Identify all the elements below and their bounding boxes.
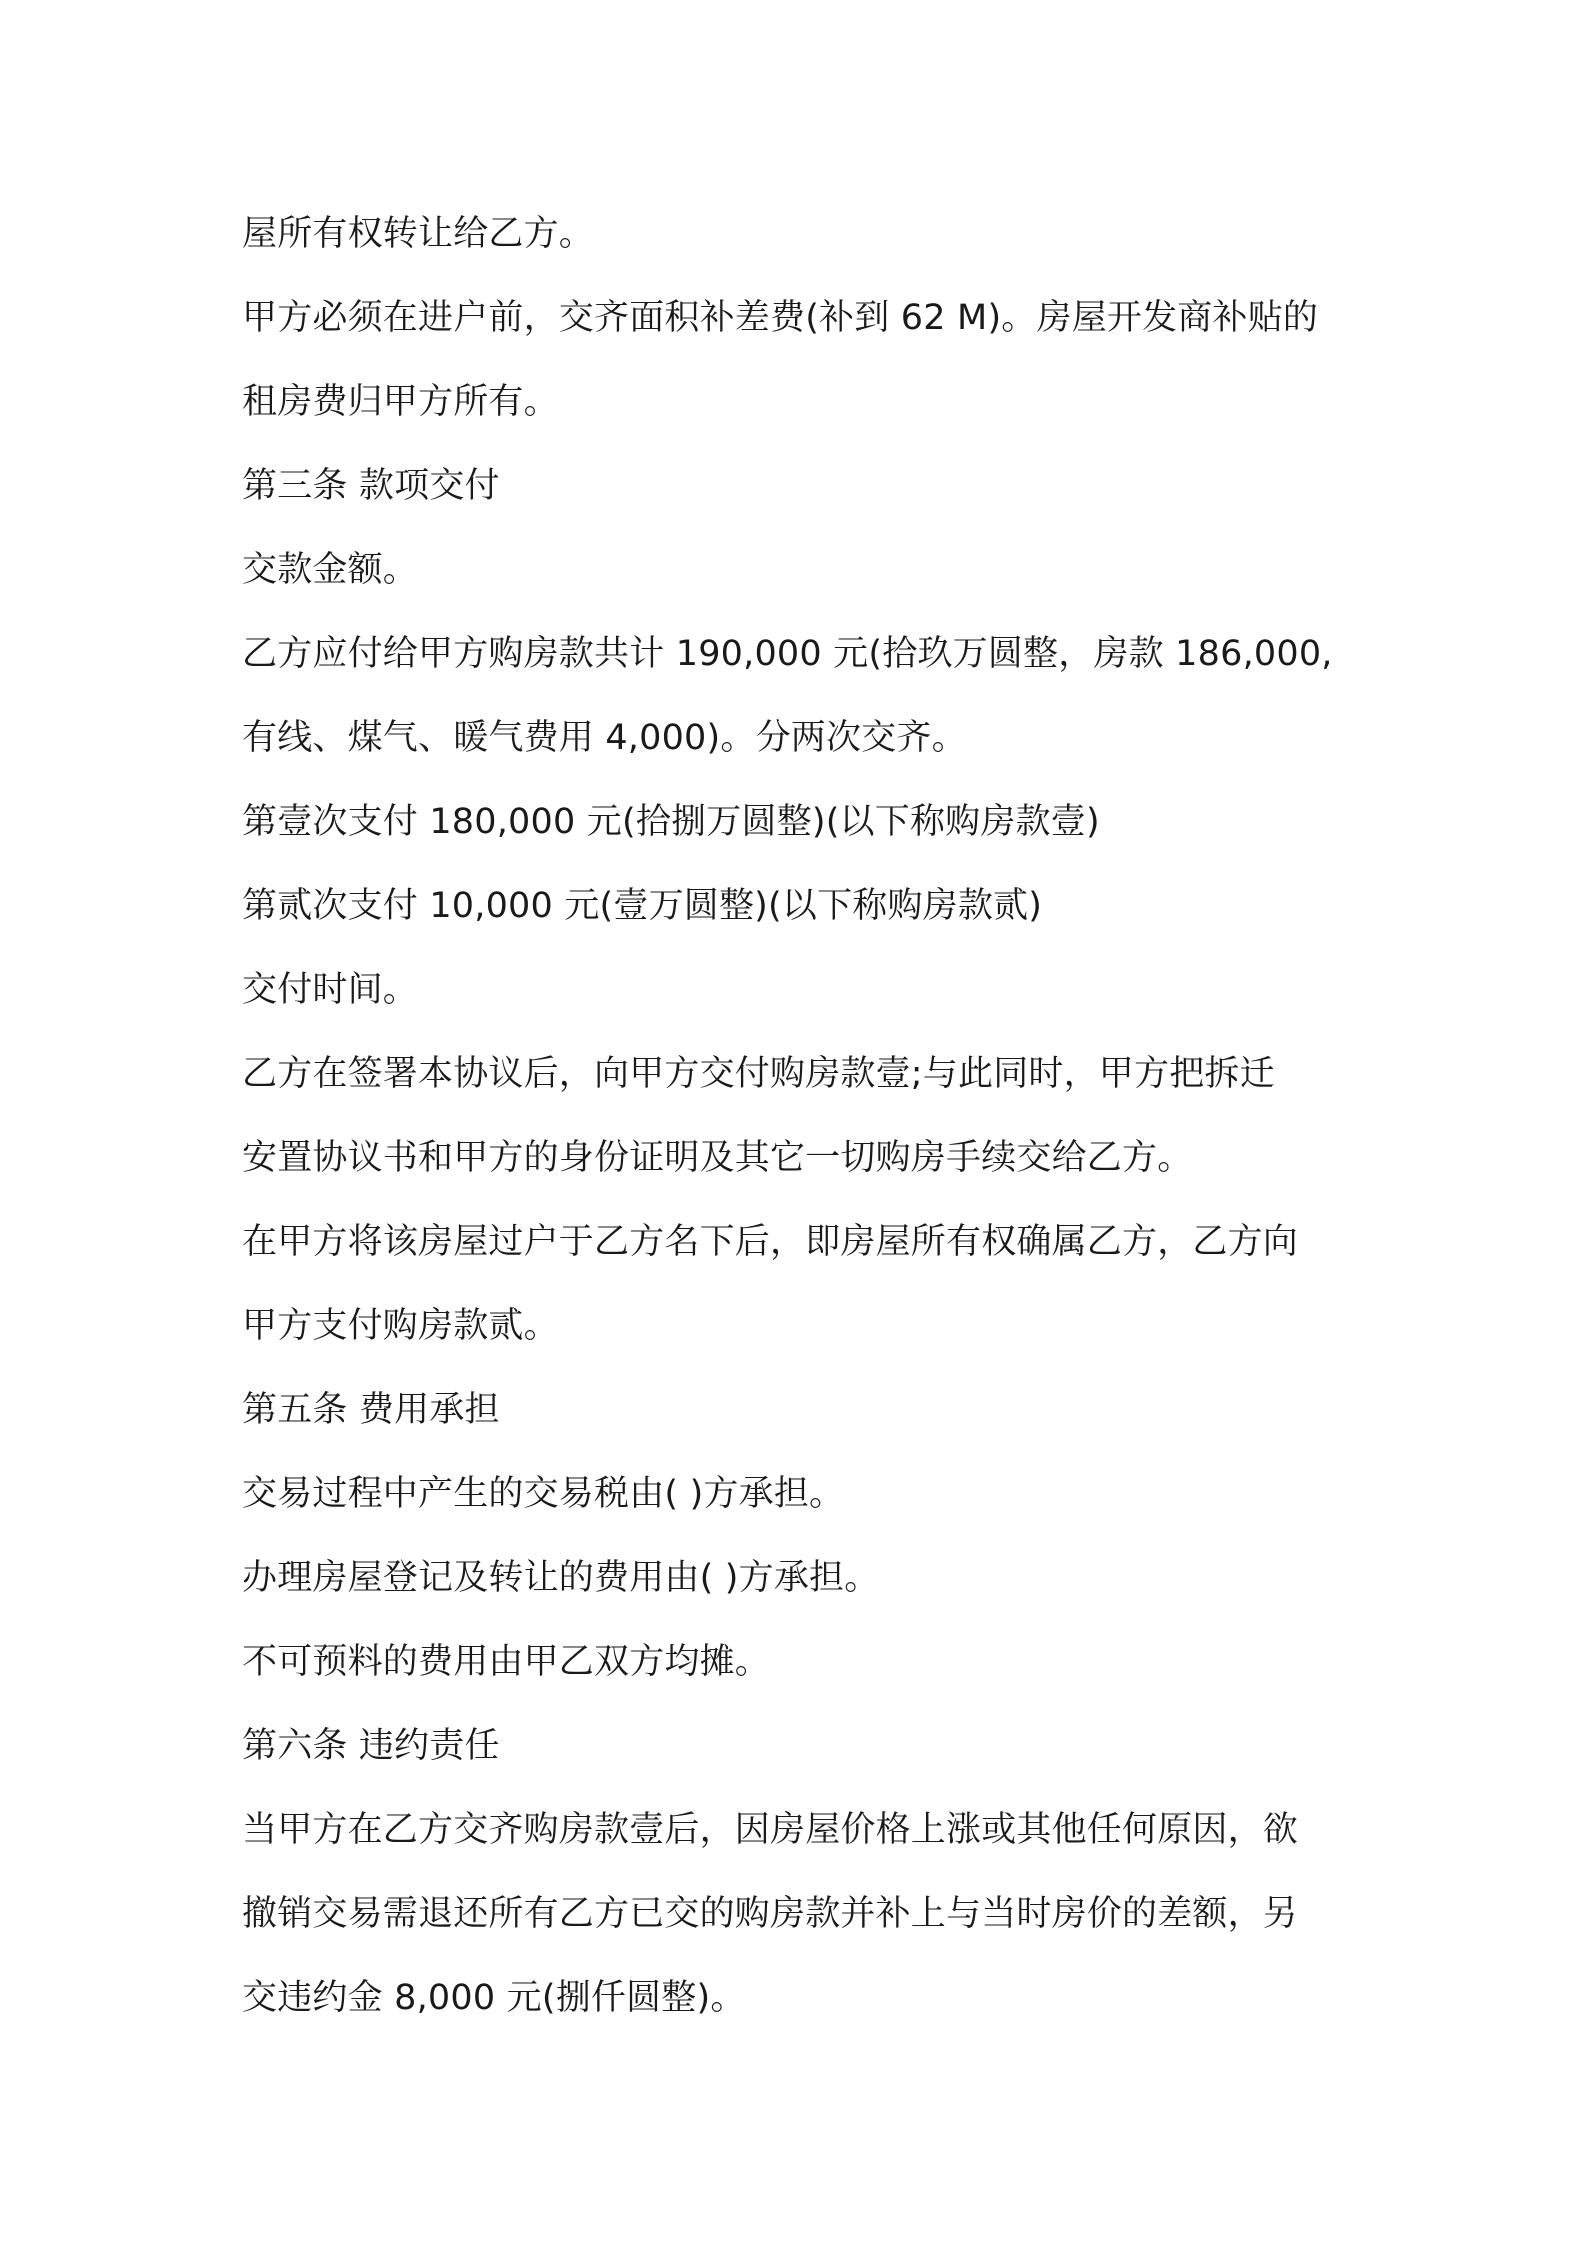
text-line: 第贰次支付 10,000 元(壹万圆整)(以下称购房款贰) bbox=[242, 886, 1043, 926]
text-line: 甲方必须在进户前，交齐面积补差费(补到 62 M)。房屋开发商补贴的 bbox=[242, 298, 1319, 338]
text-line: 交付时间。 bbox=[242, 970, 419, 1010]
section-heading: 第六条 违约责任 bbox=[242, 1726, 500, 1766]
text-line: 有线、煤气、暖气费用 4,000)。分两次交齐。 bbox=[242, 718, 967, 758]
text-line: 在甲方将该房屋过户于乙方名下后，即房屋所有权确属乙方，乙方向 bbox=[242, 1222, 1299, 1262]
text-line: 交易过程中产生的交易税由( )方承担。 bbox=[242, 1474, 845, 1514]
text-line: 第壹次支付 180,000 元(拾捌万圆整)(以下称购房款壹) bbox=[242, 802, 1100, 842]
text-line: 屋所有权转让给乙方。 bbox=[242, 214, 595, 254]
text-line: 交违约金 8,000 元(捌仟圆整)。 bbox=[242, 1978, 746, 2018]
text-line: 当甲方在乙方交齐购房款壹后，因房屋价格上涨或其他任何原因，欲 bbox=[242, 1810, 1299, 1850]
text-line: 交款金额。 bbox=[242, 550, 419, 590]
text-line: 撤销交易需退还所有乙方已交的购房款并补上与当时房价的差额，另 bbox=[242, 1894, 1299, 1934]
text-line: 乙方在签署本协议后，向甲方交付购房款壹;与此同时，甲方把拆迁 bbox=[242, 1054, 1275, 1094]
text-line: 不可预料的费用由甲乙双方均摊。 bbox=[242, 1642, 771, 1682]
text-line: 乙方应付给甲方购房款共计 190,000 元(拾玖万圆整，房款 186,000, bbox=[242, 634, 1333, 674]
text-line: 甲方支付购房款贰。 bbox=[242, 1306, 559, 1346]
section-heading: 第三条 款项交付 bbox=[242, 466, 500, 506]
document-body bbox=[242, 192, 1362, 2040]
section-heading: 第五条 费用承担 bbox=[242, 1390, 500, 1430]
text-line: 安置协议书和甲方的身份证明及其它一切购房手续交给乙方。 bbox=[242, 1138, 1193, 1178]
text-line: 租房费归甲方所有。 bbox=[242, 382, 559, 422]
text-line: 办理房屋登记及转让的费用由( )方承担。 bbox=[242, 1558, 880, 1598]
